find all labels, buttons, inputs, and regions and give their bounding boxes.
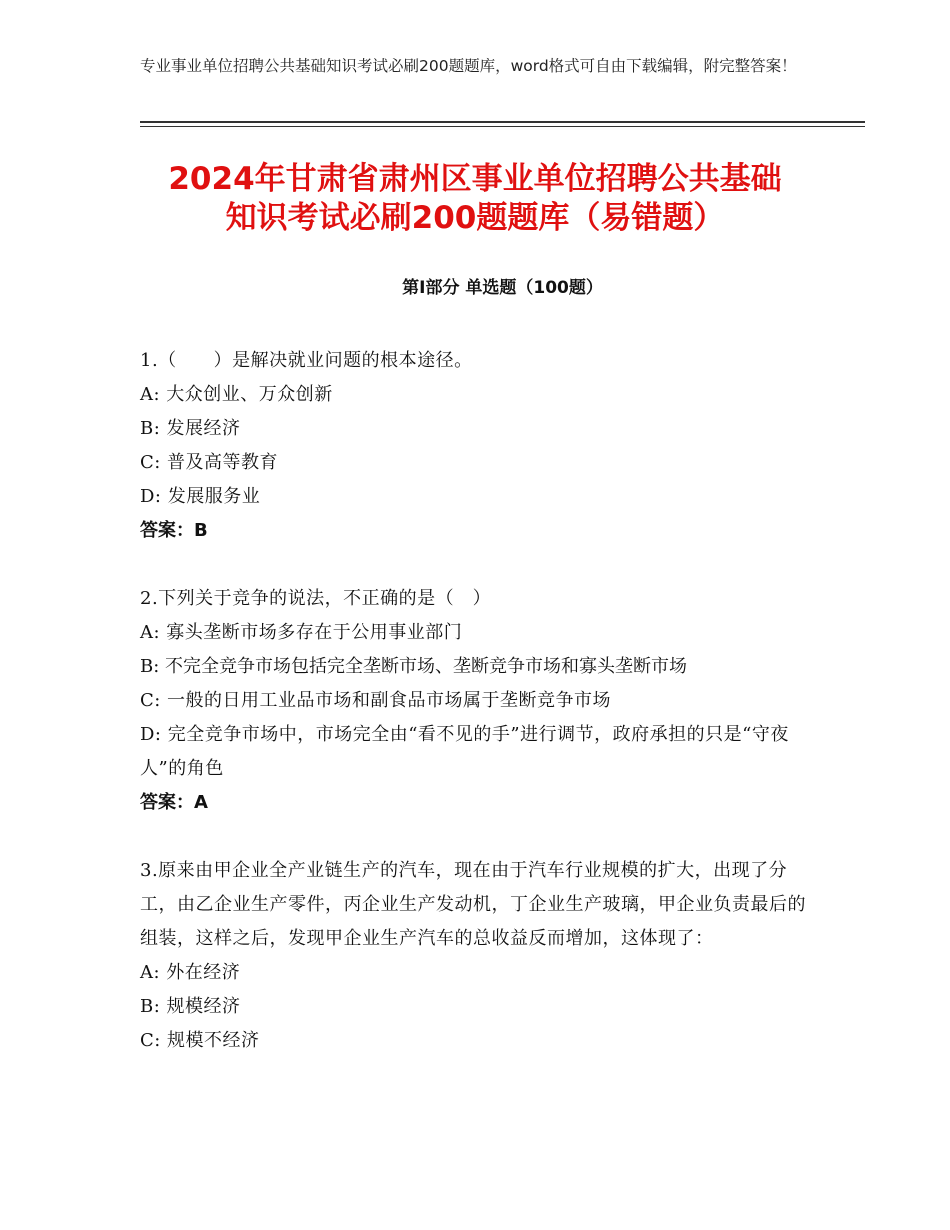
section-heading: 第Ⅰ部分 单选题（100题） [402,278,603,298]
answer-label: 答案：B [140,520,208,541]
option-a: A: 寡头垄断市场多存在于公用事业部门 [140,622,463,643]
option-b: B: 发展经济 [140,418,241,439]
option-b: B: 规模经济 [140,996,241,1017]
answer-label: 答案：A [140,792,208,813]
option-b: B: 不完全竞争市场包括完全垄断市场、垄断竞争市场和寡头垄断市场 [140,656,688,677]
question-stem: 3.原来由甲企业全产业链生产的汽车，现在由于汽车行业规模的扩大，出现了分工，由乙企业生产零件，丙企业生产发动机，丁企业生产玻璃，甲企业负责最后的组装，这样之后，发现甲企业生产汽车的总收益反而增加，这体现了： [140,860,806,949]
header-rule-thin [140,126,865,127]
document-title [120,160,830,238]
question-2 [140,582,810,820]
option-c: C: 普及高等教育 [140,452,279,473]
header-rule-thick [140,121,865,123]
question-1 [140,344,810,548]
option-a: A: 外在经济 [140,962,241,983]
option-d: D: 发展服务业 [140,486,261,507]
document-title-line-2: 知识考试必刷200题题库（易错题） [225,200,725,236]
option-c: C: 一般的日用工业品市场和副食品市场属于垄断竞争市场 [140,690,612,711]
question-list [140,344,810,1092]
document-header-note: 专业事业单位招聘公共基础知识考试必刷200题题库，word格式可自由下载编辑，附完整答案！ [140,57,797,75]
question-stem: 1.（ ）是解决就业问题的根本途径。 [140,350,473,371]
option-c: C: 规模不经济 [140,1030,260,1051]
document-title-line-1: 2024年甘肃省肃州区事业单位招聘公共基础 [168,161,782,197]
question-stem: 2.下列关于竞争的说法，不正确的是（ ） [140,588,492,609]
question-3 [140,854,810,1058]
option-a: A: 大众创业、万众创新 [140,384,333,405]
option-d: D: 完全竞争市场中，市场完全由“看不见的手”进行调节，政府承担的只是“守夜人”的角色 [140,724,789,779]
